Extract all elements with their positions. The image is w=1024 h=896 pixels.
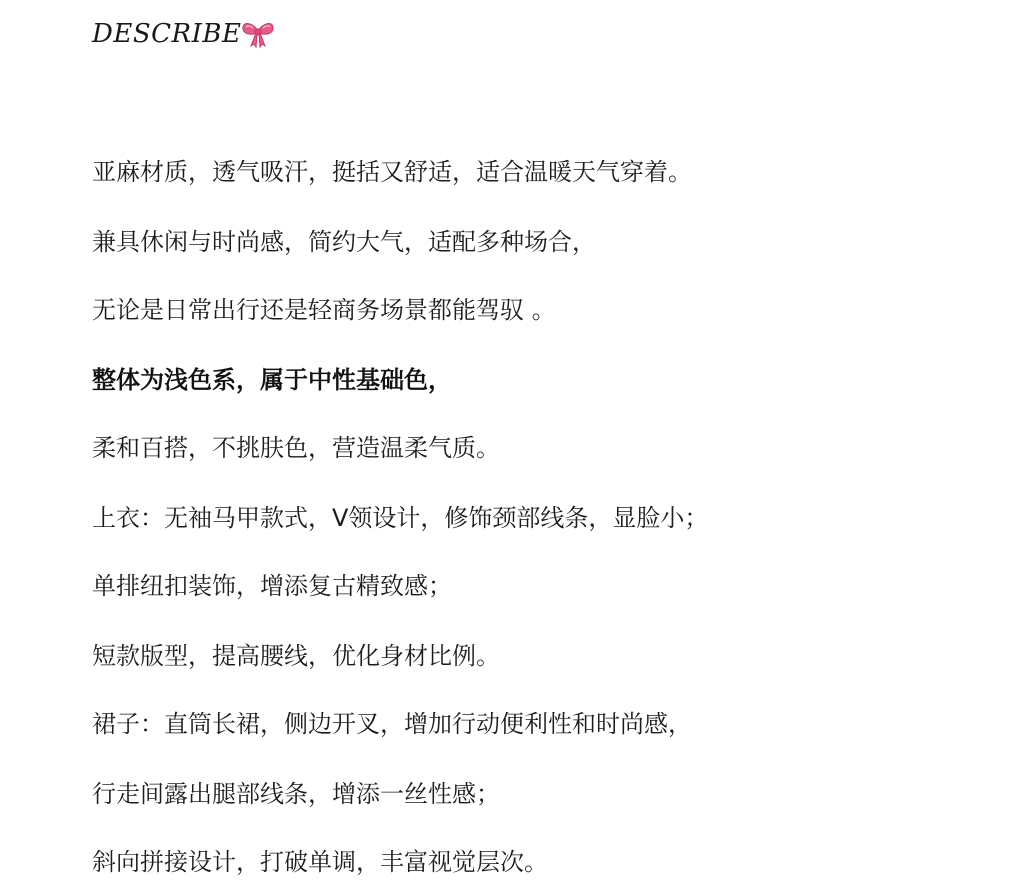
text-line: 上衣：无袖马甲款式，V领设计，修饰颈部线条，显脸小； bbox=[92, 504, 709, 532]
text-line: 整体为浅色系，属于中性基础色， bbox=[92, 366, 452, 394]
text-line: 亚麻材质，透气吸汗，挺括又舒适，适合温暖天气穿着。 bbox=[92, 158, 692, 186]
text-line: 单排纽扣装饰，增添复古精致感； bbox=[92, 572, 452, 600]
header bbox=[92, 14, 275, 54]
page-title: DESCRIBE bbox=[92, 19, 242, 49]
text-line: 行走间露出腿部线条，增添一丝性感； bbox=[92, 780, 500, 808]
text-line: 裙子：直筒长裙，侧边开叉，增加行动便利性和时尚感， bbox=[92, 710, 692, 738]
text-line: 短款版型，提高腰线，优化身材比例。 bbox=[92, 642, 500, 670]
text-line: 无论是日常出行还是轻商务场景都能驾驭 。 bbox=[92, 296, 556, 324]
text-line: 柔和百搭，不挑肤色，营造温柔气质。 bbox=[92, 434, 500, 462]
bow-icon bbox=[241, 19, 275, 49]
text-line: 兼具休闲与时尚感，简约大气，适配多种场合， bbox=[92, 228, 596, 256]
text-line: 斜向拼接设计，打破单调，丰富视觉层次。 bbox=[92, 848, 548, 876]
